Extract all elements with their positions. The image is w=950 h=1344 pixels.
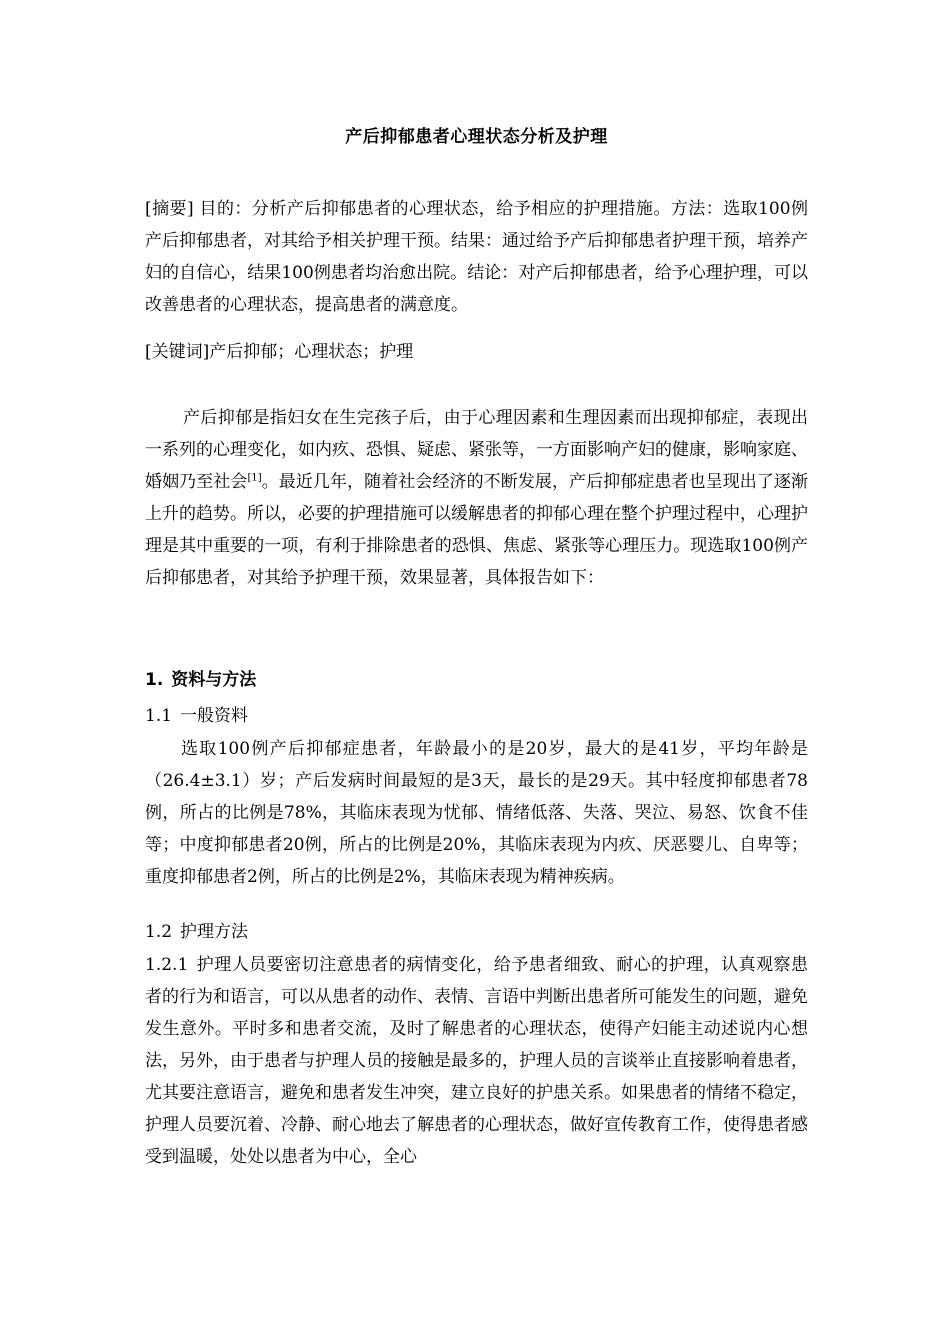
- intro-text-part1: 产后抑郁是指妇女在生完孩子后，由于心理因素和生理因素而出现抑郁症，表现出一系列的心理变化，如内疚、恐惧、疑虑、紧张等，一方面影响产妇的健康，影响家庭、婚姻乃至社会: [145, 408, 808, 492]
- abstract-label: [摘要]: [145, 199, 194, 219]
- section-1-1-heading: [145, 700, 808, 732]
- section-1-1-title: 一般资料: [180, 706, 249, 726]
- section-1-2-1-number: 1.2.1: [145, 955, 189, 975]
- section-1-2-1-text: 护理人员要密切注意患者的病情变化，给予患者细致、耐心的护理，认真观察患者的行为和语言，可以从患者的动作、表情、言语中判断出患者所可能发生的问题，避免发生意外。平时多和患者交流，及时了解患者的心理状态，使得产妇能主动述说内心想法，另外，由于患者与护理人员的接触是最多的，护理人员的言谈举止直接影响着患者，尤其要注意语言，避免和患者发生冲突，建立良好的护患关系。如果患者的情绪不稳定，护理人员要沉着、冷静、耐心地去了解患者的心理状态，做好宣传教育工作，使得患者感受到温暖，处处以患者为中心，全心: [145, 955, 808, 1167]
- section-1-1-paragraph: 选取100例产后抑郁症患者，年龄最小的是20岁，最大的是41岁，平均年龄是（26.4±3.1）岁；产后发病时间最短的是3天，最长的是29天。其中轻度抑郁患者78例，所占的比例是78%，其临床表现为忧郁、情绪低落、失落、哭泣、易怒、饮食不佳等；中度抑郁患者20例，所占的比例是20%，其临床表现为内疚、厌恶婴儿、自卑等；重度抑郁患者2例，所占的比例是2%，其临床表现为精神疾病。: [145, 739, 808, 887]
- section-1-2-1-paragraph: [145, 949, 808, 1173]
- keywords-label: [关键词]: [145, 342, 210, 362]
- section-1-2-heading: [145, 916, 808, 948]
- keywords-paragraph: [145, 336, 808, 368]
- section-1-1-number: 1.1: [145, 706, 173, 726]
- abstract-paragraph: [145, 193, 808, 321]
- section-1-2-title: 护理方法: [180, 922, 249, 942]
- section-1-2-number: 1.2: [145, 922, 173, 942]
- section-1-heading: [145, 664, 256, 696]
- citation-reference: [1]: [247, 472, 262, 484]
- keywords-text: 产后抑郁；心理状态；护理: [209, 342, 414, 362]
- abstract-text: 目的：分析产后抑郁患者的心理状态，给予相应的护理措施。方法：选取100例产后抑郁患者，对其给予相关护理干预。结果：通过给予产后抑郁患者护理干预，培养产妇的自信心，结果100例患者均治愈出院。结论：对产后抑郁患者，给予心理护理，可以改善患者的心理状态，提高患者的满意度。: [145, 199, 808, 315]
- intro-text-part2: 。最近几年，随着社会经济的不断发展，产后抑郁症患者也呈现出了逐渐上升的趋势。所以，必要的护理措施可以缓解患者的抑郁心理在整个护理过程中，心理护理是其中重要的一项，有利于排除患者的恐惧、焦虑、紧张等心理压力。现选取100例产后抑郁患者，对其给予护理干预，效果显著，具体报告如下：: [145, 472, 809, 588]
- section-1-title: 资料与方法: [171, 670, 257, 690]
- document-title: 产后抑郁患者心理状态分析及护理: [345, 127, 608, 147]
- section-1-number: 1.: [145, 670, 164, 690]
- intro-paragraph: [145, 402, 808, 594]
